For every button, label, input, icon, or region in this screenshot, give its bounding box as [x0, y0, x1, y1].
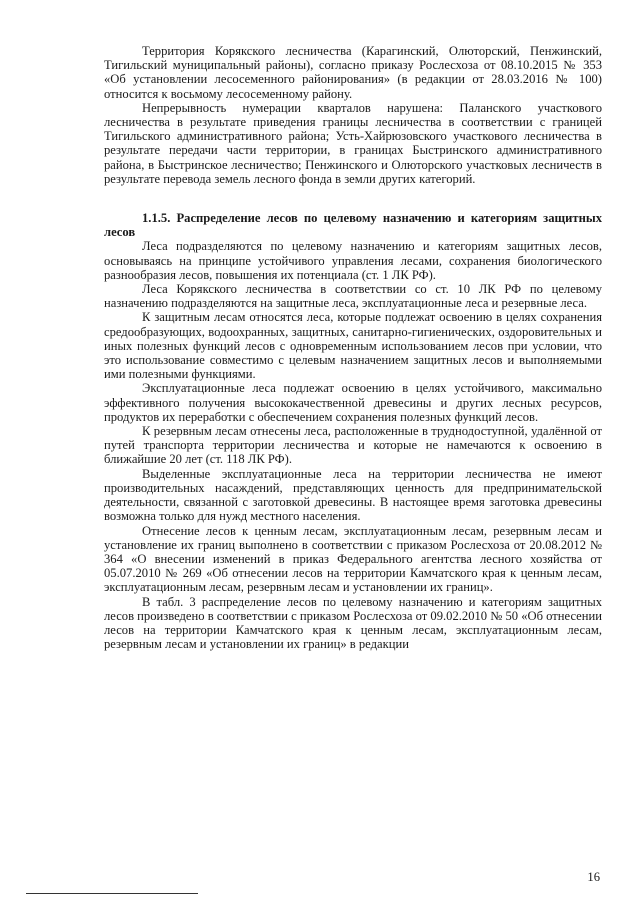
- paragraph-exploitation-forests: Эксплуатационные леса подлежат освоению в целях устойчивого, максимально эффективного получения высококачественной древесины и других лесных ресурсов, продуктов их переработки с обеспечением сохранения полезных функций лесов.: [104, 381, 602, 424]
- paragraph-lesoseed-zone: Территория Корякского лесничества (Карагинский, Олюторский, Пенжинский, Тигильский муниципальный районы), согласно приказу Рослесхоза от 08.10.2015 № 353 «Об установлении лесосеменного районирования» (в редакции от 28.03.2016 № 100) относится к восьмому лесосеменному району.: [104, 44, 602, 101]
- page-number: 16: [587, 870, 600, 884]
- paragraph-reserve-forests: К резервным лесам отнесены леса, расположенные в труднодоступной, удалённой от путей транспорта территории лесничества и которые не намечаются к освоению в ближайшие 20 лет (ст. 118 ЛК РФ).: [104, 424, 602, 467]
- paragraph-forest-division: Леса подразделяются по целевому назначению и категориям защитных лесов, основываясь на принципе устойчивого управления лесами, сохранения биологического разнообразия лесов, повышения их потенциала (ст. 1 ЛК РФ).: [104, 239, 602, 282]
- paragraph-protective-forests: К защитным лесам относятся леса, которые подлежат освоению в целях сохранения средообразующих, водоохранных, защитных, санитарно-гигиенических, оздоровительных и иных полезных функций лесов с одновременным использованием лесов при условии, что это использование совместимо с целевым назначением защитных лесов и выполняемыми ими полезными функциями.: [104, 310, 602, 382]
- paragraph-purpose-categories: Леса Корякского лесничества в соответствии со ст. 10 ЛК РФ по целевому назначению подразделяются на защитные леса, эксплуатационные леса и резервные леса.: [104, 282, 602, 311]
- paragraph-order-364: Отнесение лесов к ценным лесам, эксплуатационным лесам, резервным лесам и установление их границ выполнено в соответствии с приказом Рослесхоза от 20.08.2012 № 364 «О внесении изменений в приказ Федерального агентства лесного хозяйства от 05.07.2010 № 269 «Об отнесении лесов на территории Камчатского края к ценным лесам, эксплуатационным лесам, резервным лесам и установлении их границ».: [104, 523, 602, 595]
- section-heading: 1.1.5. Распределение лесов по целевому назначению и категориям защитных лесов: [104, 211, 602, 240]
- paragraph-no-productive-stands: Выделенные эксплуатационные леса на территории лесничества не имеют производительных насаждений, представляющих ценность для предпринимательской деятельности, связанной с заготовкой древесины. В настоящее время заготовка древесины возможна только для нужд местного населения.: [104, 466, 602, 524]
- footer-rule: [26, 893, 198, 894]
- paragraph-quarter-numbering: Непрерывность нумерации кварталов нарушена: Паланского участкового лесничества в результате приведения границы лесничества в соответствии с границей Тигильского административного района; Усть-Хайрюзовского участкового лесничества в результате передачи части территории, в границах Быстринского административного района, в Быстринское лесничество; Пенжинского и Олюторского участковых лесничеств в результате перевода земель лесного фонда в земли других категорий.: [104, 100, 602, 186]
- paragraph-table-3: В табл. 3 распределение лесов по целевому назначению и категориям защитных лесов произведено в соответствии с приказом Рослесхоза от 09.02.2010 № 50 «Об отнесении лесов на территории Камчатского края к ценным лесам, эксплуатационным лесам, резервным лесам и установлении их границ» в редакции: [104, 594, 602, 652]
